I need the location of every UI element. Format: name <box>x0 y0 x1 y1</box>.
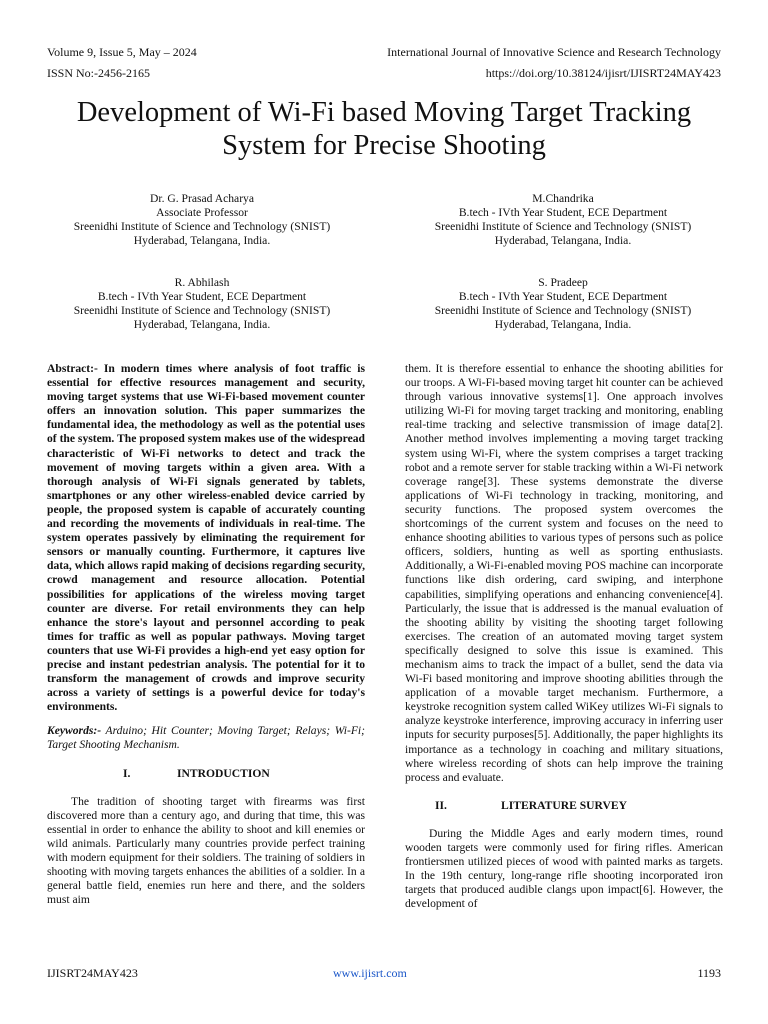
author-location: Hyderabad, Telangana, India. <box>494 318 632 331</box>
author-block-2 <box>383 192 743 248</box>
author-role: Associate Professor <box>156 206 248 219</box>
author-location: Hyderabad, Telangana, India. <box>133 234 271 247</box>
journal-name: International Journal of Innovative Science and Research Technology <box>387 45 721 59</box>
paper-title <box>30 96 738 162</box>
keywords-label: Keywords:- <box>47 724 102 738</box>
section-name: INTRODUCTION <box>177 766 270 780</box>
section-number: II. <box>435 798 447 812</box>
author-affiliation: Sreenidhi Institute of Science and Technology (SNIST) <box>434 304 692 317</box>
footer-website-link[interactable]: www.ijisrt.com <box>333 966 407 980</box>
author-affiliation: Sreenidhi Institute of Science and Technology (SNIST) <box>434 220 692 233</box>
author-location: Hyderabad, Telangana, India. <box>494 234 632 247</box>
left-column <box>47 362 365 907</box>
issn: ISSN No:-2456-2165 <box>47 66 151 80</box>
author-location: Hyderabad, Telangana, India. <box>133 318 271 331</box>
footer-paper-id: IJISRT24MAY423 <box>47 966 138 980</box>
author-role: B.tech - IVth Year Student, ECE Department <box>458 290 668 303</box>
author-role: B.tech - IVth Year Student, ECE Department <box>458 206 668 219</box>
author-role: B.tech - IVth Year Student, ECE Department <box>97 290 307 303</box>
right-column <box>405 362 723 911</box>
author-affiliation: Sreenidhi Institute of Science and Technology (SNIST) <box>73 304 331 317</box>
author-block-1 <box>22 192 382 248</box>
keywords <box>47 724 365 752</box>
section-heading-introduction <box>47 767 365 781</box>
abstract: Abstract:- In modern times where analysis of foot traffic is essential for effective resources management and security, moving target systems that use Wi-Fi-based movement counter offers an innovation solution. This paper summarizes the fundamental idea, the methodology as well as the potential uses of the system. The proposed system makes use of the widespread characteristic of Wi-Fi networks to detect and track the movement of moving targets within a given area. With a thorough analysis of Wi-Fi signals generated by tablets, smartphones or any other wireless-enabled device carried by people, the proposed system is capable of accurately counting and recording the movements of individuals in real-time. The system operates passively by eliminating the requirement for sensors or manually counting. Furthermore, it captures live data, which allows rapid making of decisions regarding security, crowd management and resource allocation. Potential possibilities for applications of the wireless moving target counter are diverse. For retail environments they can help enhance the store's layout and personnel according to peak times for traffic as well as popular pathways. Moving target counters that use Wi-Fi provides a high-end yet easy option for precise and instant pedestrian analysis. The potential for it to transform the management of crowds and improve security across a variety of settings is a powerful device for today's environments. <box>47 362 365 714</box>
title-line-1: Development of Wi-Fi based Moving Target Tracking <box>76 97 692 128</box>
author-name: S. Pradeep <box>538 276 588 289</box>
introduction-text: The tradition of shooting target with firearms was first discovered more than a century ago, and during that time, this was essential in order to enhance the ability to shoot and kill enemies or wild animals. Particularly many countries provide perfect training with modern equipment for their soldiers. The training of soldiers in shooting with moving targets enhances the abilities of a soldier. In a general battle field, enemies run here and there, and the solders must aim <box>47 794 365 907</box>
keywords-text: Arduino; Hit Counter; Moving Target; Relays; Wi-Fi; Target Shooting Mechanism. <box>47 724 365 752</box>
footer-page-number: 1193 <box>697 966 721 980</box>
introduction-continued: them. It is therefore essential to enhance the shooting abilities for our troops. A Wi-Fi-based moving target hit counter can be achieved through various innovative systems[1]. One approach involves utilizing Wi-Fi for moving target tracking and monitoring, enabling real-time tracking and selective transmission of image data[2]. Another method involves implementing a moving target tracking system using Wi-Fi, where the system comprises a target tracking robot and a remote server for stable tracking within a Wi-Fi network coverage range[3]. These systems demonstrate the diverse applications of Wi-Fi technology in tracking, monitoring, and security functions. The proposed system overcomes the shortcomings of the current system and focuses on the need to enhance shooting abilities to various types of persons such as police officers, soldiers, hunting as well as sporting enthusiasts. Additionally, a Wi-Fi-enabled moving POS machine can incorporate functions like dish ordering, card swiping, and interphone capabilities, simplifying operations and enhancing convenience[4]. Particularly, the issue that is addressed is the manual evaluation of the shooting ability by visiting the shooting target following exercises. The creation of an automated moving target system specifically designed to solve this issue is examined. This mechanism aims to track the impact of a bullet, send the data via Wi-Fi based monitoring and improve shooting abilities through the application of a movable target mechanism. Furthermore, a keystroke recognition system called WiKey utilizes Wi-Fi signals to analyze keystroke interference, improving accuracy in inferring user inputs for security purposes[5]. Additionally, the paper highlights its importance as a technology in coaching and military situations, where wireless recording of shots can help improve the training process and evaluate. <box>405 362 723 784</box>
author-name: Dr. G. Prasad Acharya <box>150 192 254 205</box>
section-number: I. <box>123 766 131 780</box>
author-name: R. Abhilash <box>174 276 230 289</box>
section-heading-literature-survey <box>405 799 723 813</box>
volume-info: Volume 9, Issue 5, May – 2024 <box>47 45 197 59</box>
author-block-3 <box>22 276 382 332</box>
literature-survey-text: During the Middle Ages and early modern times, round wooden targets were commonly used for firing rifles. American frontiersmen utilized pieces of wood with painted marks as targets. In the 19th century, long-range rifle shooting incorporated iron targets that produced audible clangs upon impact[6]. However, the development of <box>405 826 723 911</box>
title-line-2: System for Precise Shooting <box>222 130 546 161</box>
author-name: M.Chandrika <box>532 192 594 205</box>
author-affiliation: Sreenidhi Institute of Science and Technology (SNIST) <box>73 220 331 233</box>
author-block-4 <box>383 276 743 332</box>
section-name: LITERATURE SURVEY <box>501 798 627 812</box>
doi-link[interactable]: https://doi.org/10.38124/ijisrt/IJISRT24MAY423 <box>485 66 721 80</box>
